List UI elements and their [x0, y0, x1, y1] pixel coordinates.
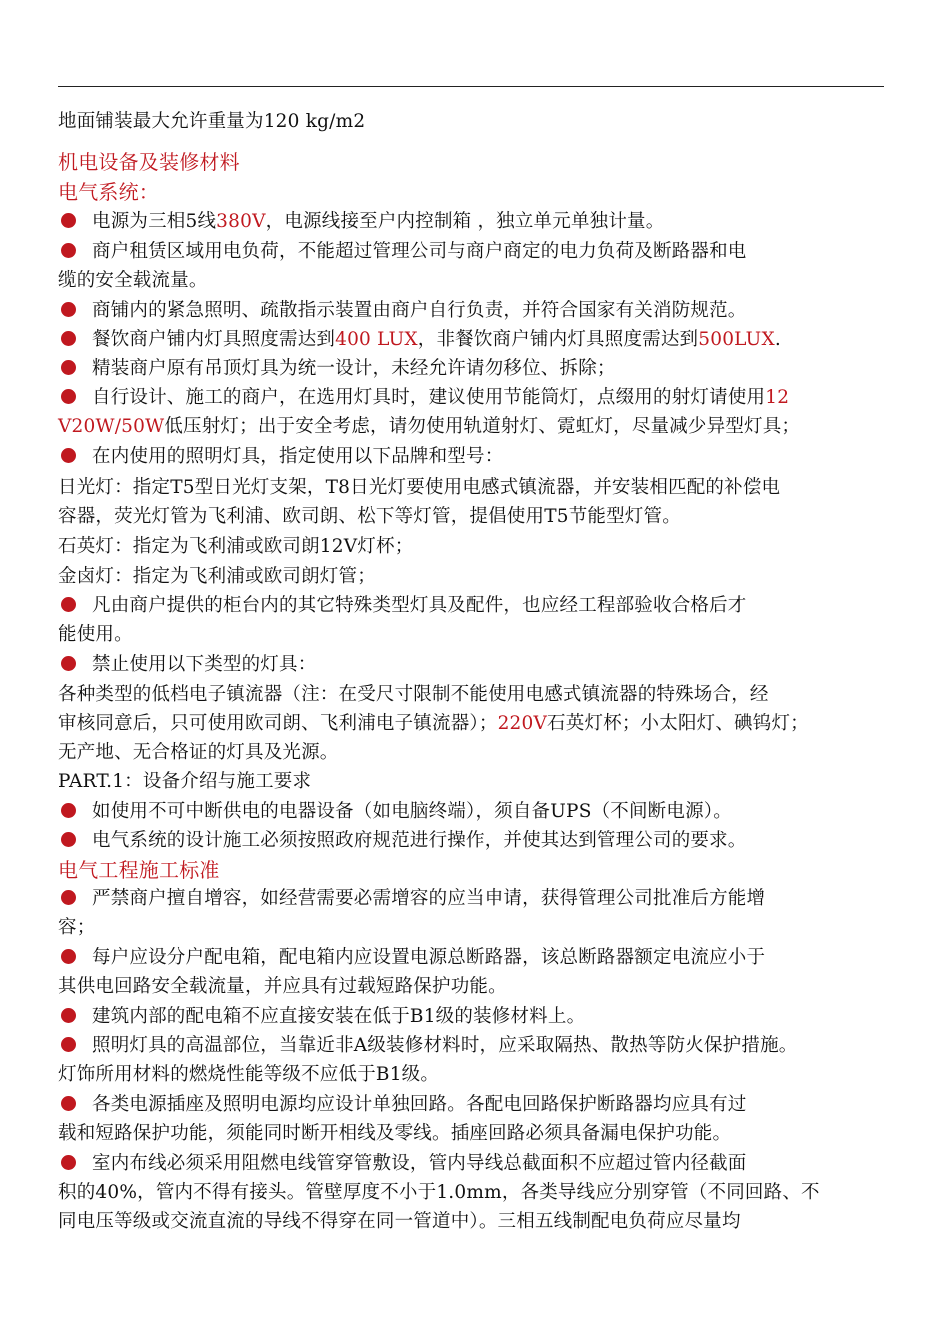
- paragraph-line: 无产地、无合格证的灯具及光源。: [58, 742, 339, 763]
- list-item: 如使用不可中断供电的电器设备（如电脑终端），须自备UPS（不间断电源）。: [58, 800, 888, 824]
- list-item: 每户应设分户配电箱，配电箱内应设置电源总断路器，该总断路器额定电流应小于: [58, 946, 888, 970]
- bullet-icon: [61, 597, 76, 612]
- bullet-icon: [61, 448, 76, 463]
- list-item-continuation: 容；: [58, 917, 96, 938]
- list-item-continuation: 其供电回路安全载流量，并应具有过载短路保护功能。: [58, 976, 507, 997]
- bullet-icon: [61, 949, 76, 964]
- paragraph-line: 金卤灯：指定为飞利浦或欧司朗灯管；: [58, 566, 376, 587]
- bullet-icon: [61, 1008, 76, 1023]
- list-item-continuation: V20W/50W低压射灯；出于安全考虑，请勿使用轨道射灯、霓虹灯，尽量减少异型灯具；: [58, 416, 801, 437]
- list-item-continuation: 灯饰所用材料的燃烧性能等级不应低于B1级。: [58, 1064, 440, 1085]
- list-item: 建筑内部的配电箱不应直接安装在低于B1级的装修材料上。: [58, 1005, 888, 1029]
- bullet-icon: [61, 656, 76, 671]
- paragraph-line: 日光灯：指定T5型日光灯支架，T8日光灯要使用电感式镇流器，并安装相匹配的补偿电: [58, 477, 781, 498]
- bullet-icon: [61, 302, 76, 317]
- bullet-icon: [61, 1096, 76, 1111]
- list-item: 电源为三相5线380V，电源线接至户内控制箱 ，独立单元单独计量。: [58, 210, 888, 234]
- bullet-icon: [61, 1155, 76, 1170]
- list-item: 餐饮商户铺内灯具照度需达到400 LUX，非餐饮商户铺内灯具照度需达到500LUX.: [58, 328, 888, 352]
- bullet-icon: [61, 331, 76, 346]
- list-item-continuation: 同电压等级或交流直流的导线不得穿在同一管道中）。三相五线制配电负荷应尽量均: [58, 1211, 741, 1232]
- header-rule: [58, 86, 884, 87]
- subheading-electric-system: 电气系统：: [58, 180, 159, 204]
- list-item: 在内使用的照明灯具，指定使用以下品牌和型号：: [58, 445, 888, 469]
- list-item-continuation: 积的40%，管内不得有接头。管壁厚度不小于1.0mm，各类导线应分别穿管（不同回路、不: [58, 1182, 820, 1203]
- subheading-construction-standard: 电气工程施工标准: [58, 858, 220, 882]
- list-item: 严禁商户擅自增容，如经营需要必需增容的应当申请，获得管理公司批准后方能增: [58, 887, 888, 911]
- list-item: 各类电源插座及照明电源均应设计单独回路。各配电回路保护断路器均应具有过: [58, 1093, 888, 1117]
- bullet-icon: [61, 389, 76, 404]
- bullet-icon: [61, 360, 76, 375]
- list-item: 商铺内的紧急照明、疏散指示装置由商户自行负责，并符合国家有关消防规范。: [58, 299, 888, 323]
- paragraph-line: 石英灯：指定为飞利浦或欧司朗12V灯杯；: [58, 536, 414, 557]
- part-heading: PART.1：设备介绍与施工要求: [58, 771, 312, 792]
- list-item: 商户租赁区域用电负荷，不能超过管理公司与商户商定的电力负荷及断路器和电: [58, 240, 888, 264]
- paragraph-line: 容器，荧光灯管为飞利浦、欧司朗、松下等灯管，提倡使用T5节能型灯管。: [58, 506, 681, 527]
- bullet-icon: [61, 243, 76, 258]
- list-item-continuation: 载和短路保护功能，须能同时断开相线及零线。插座回路必须具备漏电保护功能。: [58, 1123, 732, 1144]
- bullet-icon: [61, 213, 76, 228]
- bullet-icon: [61, 803, 76, 818]
- floor-load-text: 地面铺装最大允许重量为120 kg/m2: [58, 111, 366, 132]
- bullet-icon: [61, 1037, 76, 1052]
- list-item: 照明灯具的高温部位，当靠近非A级装修材料时，应采取隔热、散热等防火保护措施。: [58, 1034, 888, 1058]
- list-item: 精装商户原有吊顶灯具为统一设计，未经允许请勿移位、拆除；: [58, 357, 888, 381]
- list-item: 禁止使用以下类型的灯具：: [58, 653, 888, 677]
- list-item: 室内布线必须采用阻燃电线管穿管敷设，管内导线总截面积不应超过管内径截面: [58, 1152, 888, 1176]
- list-item-continuation: 缆的安全载流量。: [58, 270, 208, 291]
- list-item-continuation: 能使用。: [58, 624, 133, 645]
- paragraph-line: 各种类型的低档电子镇流器（注：在受尺寸限制不能使用电感式镇流器的特殊场合，经: [58, 684, 769, 705]
- list-item: 电气系统的设计施工必须按照政府规范进行操作，并使其达到管理公司的要求。: [58, 829, 888, 853]
- bullet-icon: [61, 832, 76, 847]
- section-title: 机电设备及装修材料: [58, 150, 240, 174]
- paragraph-line: 审核同意后，只可使用欧司朗、飞利浦电子镇流器）；220V石英灯杯；小太阳灯、碘钨灯；: [58, 713, 809, 734]
- bullet-icon: [61, 890, 76, 905]
- list-item: 凡由商户提供的柜台内的其它特殊类型灯具及配件，也应经工程部验收合格后才: [58, 594, 888, 618]
- list-item: 自行设计、施工的商户，在选用灯具时，建议使用节能筒灯，点缀用的射灯请使用12: [58, 386, 888, 410]
